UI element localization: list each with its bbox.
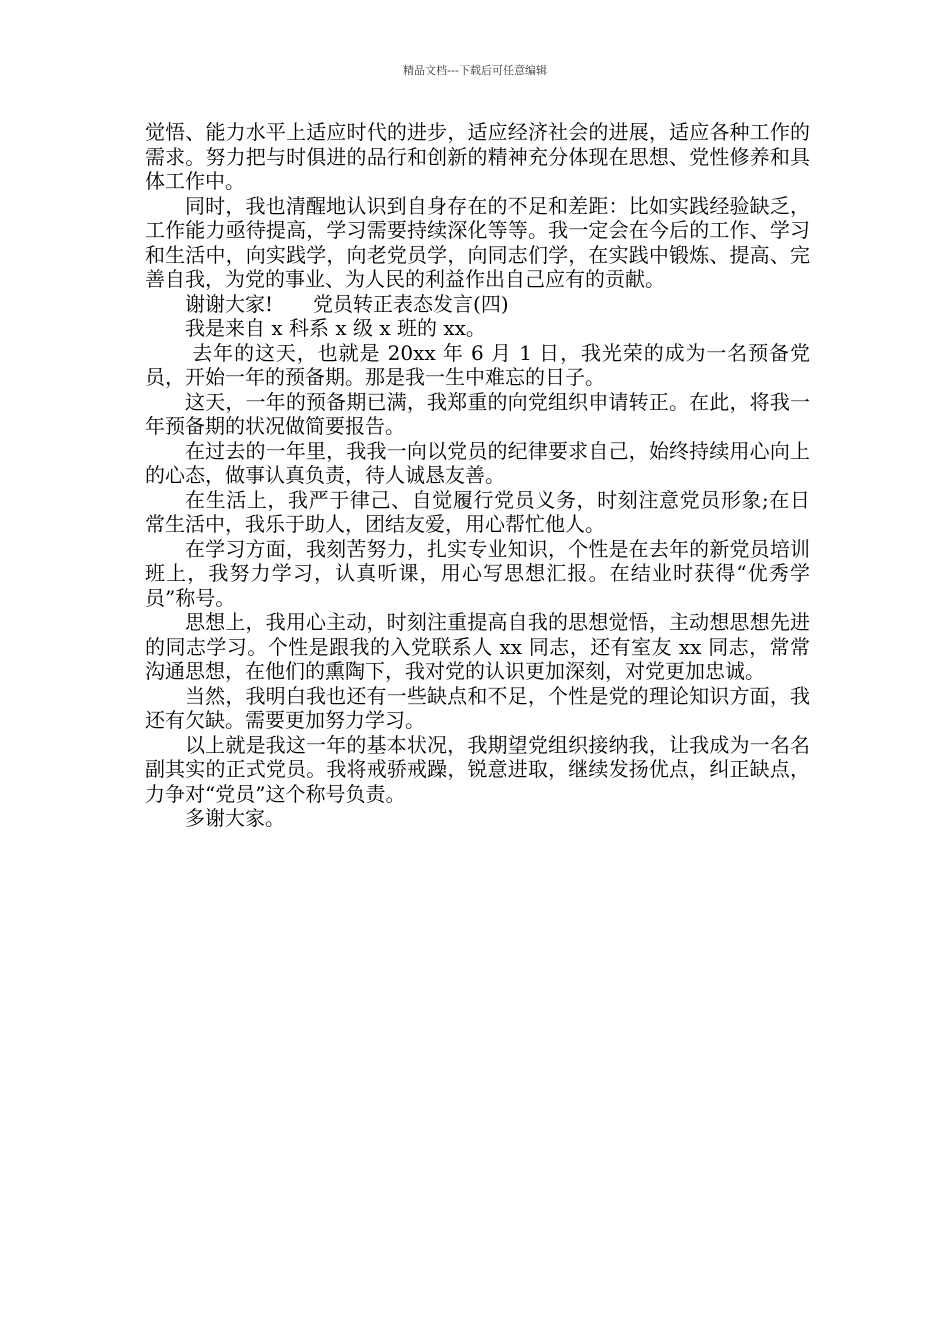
paragraph: 去年的这天，也就是 20xx 年 6 月 1 日，我光荣的成为一名预备党员，开始一年的预备期。那是我一生中难忘的日子。 <box>145 340 810 389</box>
paragraph-thanks-and-title: 谢谢大家! 党员转正表态发言(四) <box>185 291 509 316</box>
paragraph-closing: 多谢大家。 <box>185 806 285 830</box>
paragraph: 思想上，我用心主动，时刻注重提高自我的思想觉悟，主动想思想先进的同志学习。个性是跟我的入党联系人 xx 同志，还有室友 xx 同志，常常沟通思想，在他们的熏陶下，我对党的认识更加深刻，对党更加忠诚。 <box>145 610 810 683</box>
document-body <box>145 120 810 831</box>
paragraph: 这天，一年的预备期已满，我郑重的向党组织申请转正。在此，将我一年预备期的状况做简要报告。 <box>145 389 810 438</box>
paragraph: 当然，我明白我也还有一些缺点和不足，个性是党的理论知识方面，我还有欠缺。需要更加努力学习。 <box>145 683 810 732</box>
paragraph: 在过去的一年里，我我一向以党员的纪律要求自己，始终持续用心向上的心态，做事认真负责，待人诚恳友善。 <box>145 438 810 487</box>
paragraph-continued: 觉悟、能力水平上适应时代的进步，适应经济社会的进展，适应各种工作的需求。努力把与时俱进的品行和创新的精神充分体现在思想、党性修养和具体工作中。 <box>145 120 810 193</box>
paragraph: 同时，我也清醒地认识到自身存在的不足和差距：比如实践经验缺乏，工作能力亟待提高，学习需要持续深化等等。我一定会在今后的工作、学习和生活中，向实践学，向老党员学，向同志们学，在实践中锻炼、提高、完善自我，为党的事业、为人民的利益作出自己应有的贡献。 <box>145 193 810 291</box>
paragraph: 在生活上，我严于律己、自觉履行党员义务，时刻注意党员形象;在日常生活中，我乐于助人，团结友爱，用心帮忙他人。 <box>145 487 810 536</box>
paragraph: 以上就是我这一年的基本状况，我期望党组织接纳我，让我成为一名名副其实的正式党员。我将戒骄戒躁，锐意进取，继续发扬优点，纠正缺点，力争对“党员”这个称号负责。 <box>145 732 810 806</box>
paragraph: 在学习方面，我刻苦努力，扎实专业知识，个性是在去年的新党员培训班上，我努力学习，认真听课，用心写思想汇报。在结业时获得“优秀学员”称号。 <box>145 536 810 610</box>
paragraph: 我是来自 x 科系 x 级 x 班的 xx。 <box>185 316 486 340</box>
page-header: 精品文档---下载后可任意编辑 <box>403 64 547 77</box>
